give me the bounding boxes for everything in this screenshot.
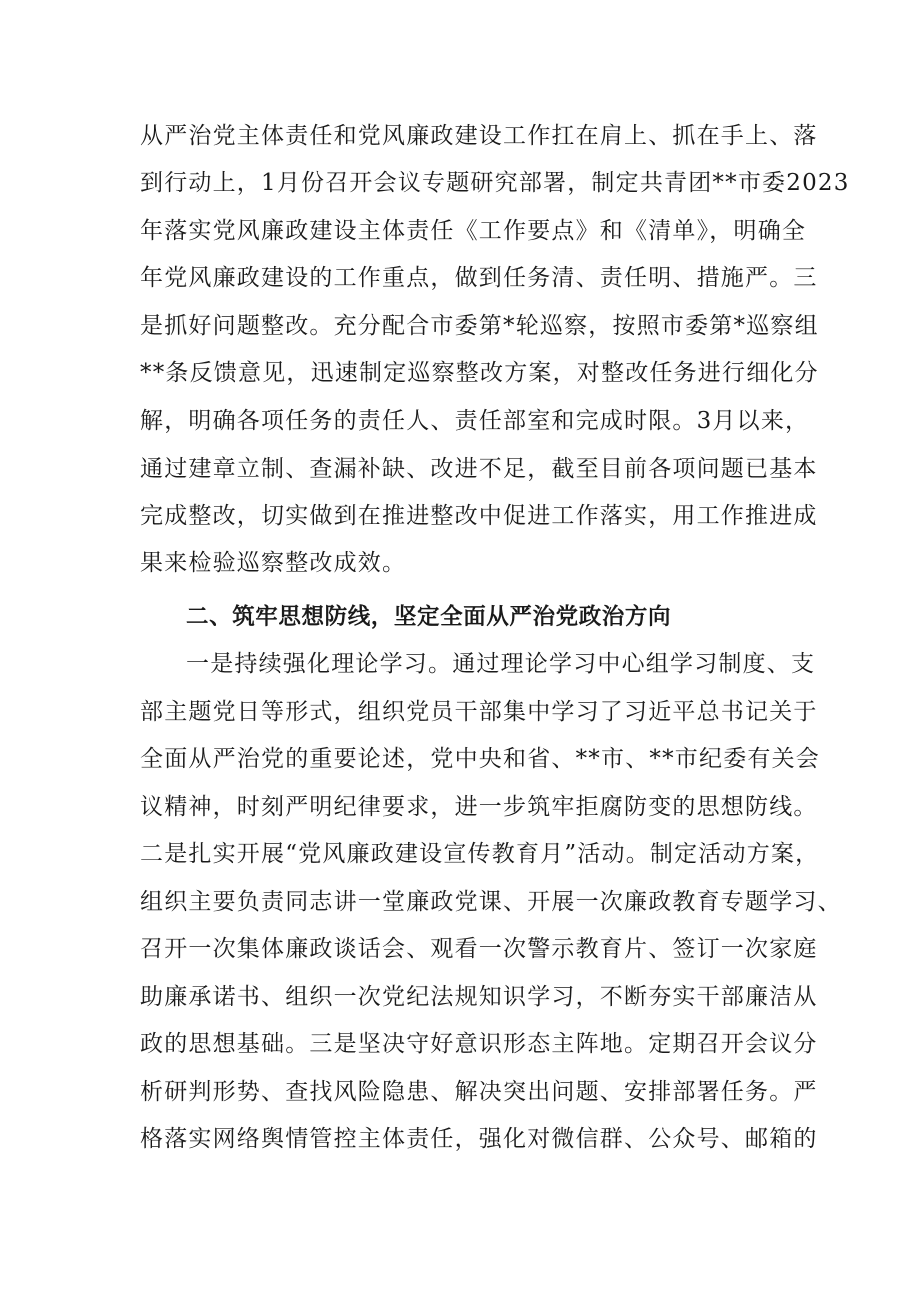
body-text-line: 到行动上，1月份召开会议专题研究部署，制定共青团**市委2023 — [140, 170, 850, 196]
body-text-line: 格落实网络舆情管控主体责任，强化对微信群、公众号、邮箱的 — [140, 1126, 818, 1152]
body-text-line: 从严治党主体责任和党风廉政建设工作扛在肩上、抓在手上、落 — [140, 123, 818, 149]
body-text-line: 果来检验巡察整改成效。 — [140, 550, 407, 576]
body-text-line: 年党风廉政建设的工作重点，做到任务清、责任明、措施严。三 — [140, 265, 818, 291]
body-text-line: 二是扎实开展“党风廉政建设宣传教育月”活动。制定活动方案， — [140, 841, 820, 867]
paragraph-first-line: 一是持续强化理论学习。通过理论学习中心组学习制度、支 — [186, 651, 816, 677]
body-text-line: 完成整改，切实做到在推进整改中促进工作落实，用工作推进成 — [140, 503, 818, 529]
body-text-line: **条反馈意见，迅速制定巡察整改方案，对整改任务进行细化分 — [140, 360, 819, 386]
body-text-line: 助廉承诺书、组织一次党纪法规知识学习，不断夯实干部廉洁从 — [140, 984, 818, 1010]
section-heading: 二、筑牢思想防线，坚定全面从严治党政治方向 — [186, 604, 672, 630]
body-text-line: 组织主要负责同志讲一堂廉政党课、开展一次廉政教育专题学习、 — [140, 889, 842, 915]
body-text-line: 政的思想基础。三是坚决守好意识形态主阵地。定期召开会议分 — [140, 1031, 818, 1057]
body-text-line: 解，明确各项任务的责任人、责任部室和完成时限。3月以来， — [140, 408, 810, 434]
body-text-line: 析研判形势、查找风险隐患、解决突出问题、安排部署任务。严 — [140, 1079, 818, 1105]
body-text-line: 议精神，时刻严明纪律要求，进一步筑牢拒腐防变的思想防线。 — [140, 794, 818, 820]
body-text-line: 部主题党日等形式，组织党员干部集中学习了习近平总书记关于 — [140, 699, 818, 725]
body-text-line: 年落实党风廉政建设主体责任《工作要点》和《清单》，明确全 — [140, 218, 807, 244]
body-text-line: 全面从严治党的重要论述，党中央和省、**市、**市纪委有关会 — [140, 746, 820, 772]
body-text-line: 召开一次集体廉政谈话会、观看一次警示教育片、签订一次家庭 — [140, 936, 818, 962]
body-text-line: 通过建章立制、查漏补缺、改进不足，截至目前各项问题已基本 — [140, 456, 818, 482]
body-text-line: 是抓好问题整改。充分配合市委第*轮巡察，按照市委第*巡察组 — [140, 313, 819, 339]
